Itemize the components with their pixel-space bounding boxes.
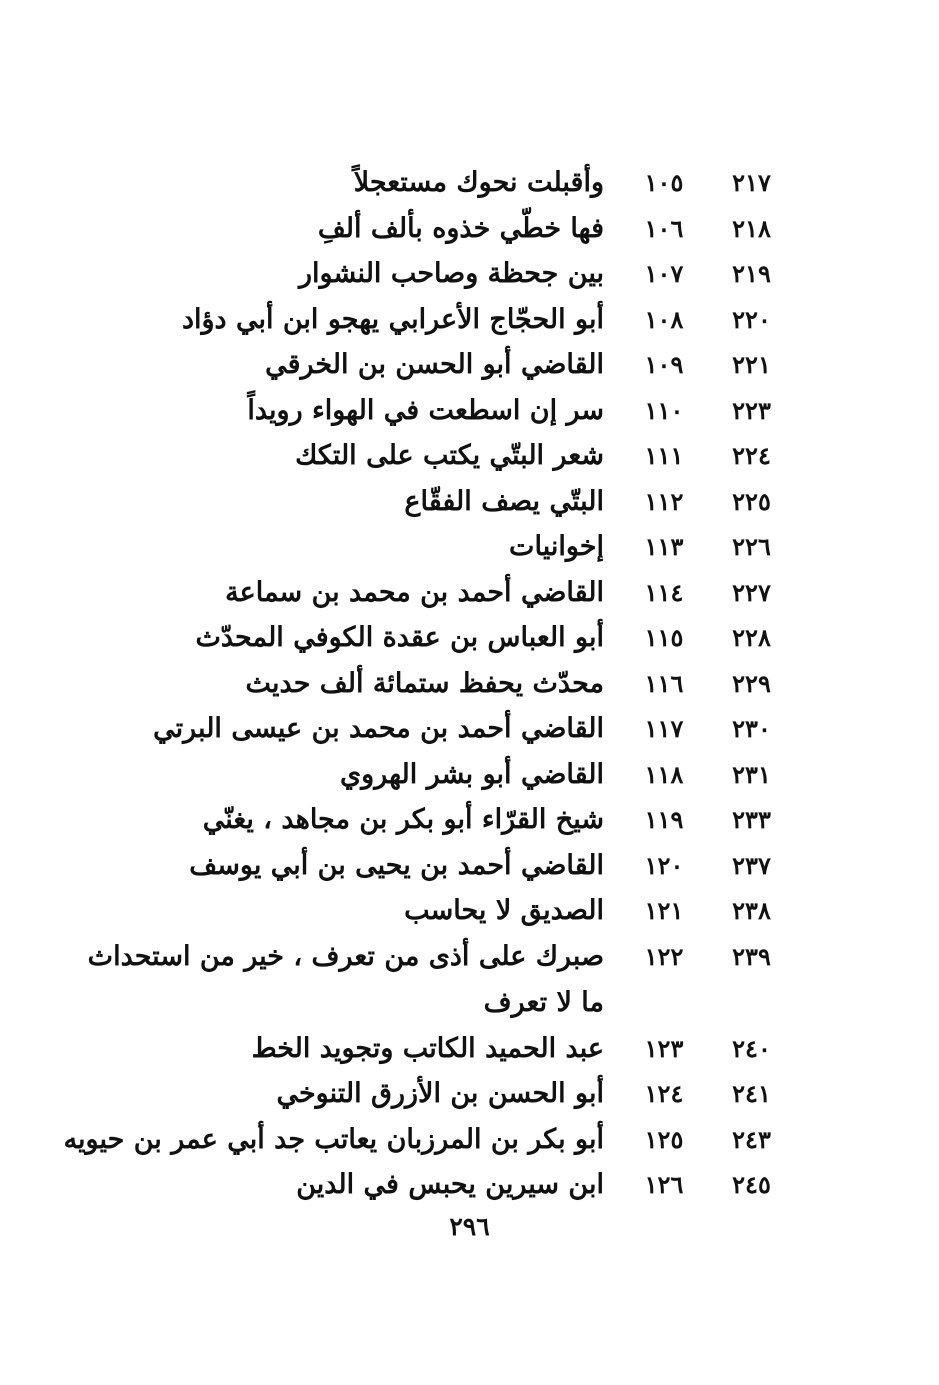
entry-title: القاضي أحمد بن محمد بن عيسى البرتي <box>153 713 604 744</box>
toc-row <box>60 888 784 934</box>
entry-number: ١١٥ <box>644 623 684 652</box>
table-of-contents <box>60 160 784 1208</box>
entry-title: صبرك على أذى من تعرف ، خير من استحداث ما لا تعرف <box>87 940 604 1018</box>
toc-row <box>60 1162 784 1208</box>
page-number: ٢١٩ <box>732 259 771 288</box>
entry-title: البتّي يصف الفقّاع <box>404 485 604 517</box>
page-number: ٢٢٣ <box>732 395 771 425</box>
entry-title: شيخ القرّاء أبو بكر بن مجاهد ، يغنّي <box>202 804 604 835</box>
entry-title: شعر البتّي يكتب على التكك <box>295 440 604 471</box>
toc-row <box>60 342 784 388</box>
page-number: ٢٣٨ <box>732 896 771 925</box>
toc-row <box>60 570 784 616</box>
entry-title: القاضي أبو الحسن بن الخرقي <box>265 349 604 380</box>
page-number: ٢١٧ <box>732 168 771 197</box>
entry-title: إخوانيات <box>509 531 604 562</box>
entry-number: ١١١ <box>644 441 684 470</box>
page-number: ٢٤٥ <box>732 1170 771 1199</box>
folio-page-number: ٢٩٦ <box>449 1212 490 1241</box>
entry-title: فها خطّي خذوه بألف ألفِ <box>317 212 604 244</box>
entry-title: سر إن اسطعت في الهواء رويداً <box>247 394 604 426</box>
page-number: ٢٤٠ <box>732 1033 771 1063</box>
entry-number: ١٠٥ <box>644 168 684 197</box>
entry-title: أبو العباس بن عقدة الكوفي المحدّث <box>195 622 604 653</box>
entry-title: بين جحظة وصاحب النشوار <box>298 258 604 289</box>
entry-title: وأقبلت نحوك مستعجلاً <box>353 167 604 198</box>
toc-row <box>60 1071 784 1117</box>
entry-title: أبو الحسن بن الأزرق التنوخي <box>276 1078 604 1109</box>
toc-row <box>60 479 784 525</box>
toc-row <box>60 1117 784 1163</box>
entry-number: ١٢٥ <box>644 1124 684 1154</box>
page-number: ٢٣٧ <box>732 850 771 880</box>
page-number: ٢٢٠ <box>732 304 771 334</box>
toc-row <box>60 1026 784 1072</box>
entry-title: أبو بكر بن المرزبان يعاتب جد أبي عمر بن حيويه <box>63 1123 604 1155</box>
entry-title: القاضي أحمد بن يحيى بن أبي يوسف <box>189 849 604 881</box>
entry-number: ١١٣ <box>644 532 684 561</box>
toc-row <box>60 752 784 798</box>
page-number: ٢٢٥ <box>732 486 771 516</box>
entry-title: أبو الحجّاج الأعرابي يهجو ابن أبي دؤاد <box>181 303 604 335</box>
entry-number: ١١٢ <box>644 486 684 516</box>
toc-row <box>60 934 784 1026</box>
toc-row <box>60 524 784 570</box>
page-number: ٢٣٩ <box>732 941 771 971</box>
page-number: ٢٤٣ <box>732 1124 771 1154</box>
entry-title: القاضي أبو بشر الهروي <box>340 758 604 790</box>
entry-title: ابن سيرين يحبس في الدين <box>296 1169 604 1200</box>
page-number: ٢٢٨ <box>732 623 771 652</box>
page-number: ٢٣٠ <box>732 714 771 743</box>
entry-number: ١١٠ <box>644 395 684 425</box>
toc-row <box>60 206 784 252</box>
toc-row <box>60 251 784 297</box>
entry-number: ١٢٤ <box>644 1079 684 1108</box>
entry-title: محدّث يحفظ ستمائة ألف حديث <box>245 667 604 699</box>
toc-row <box>60 661 784 707</box>
toc-row <box>60 160 784 206</box>
page-number: ٢٣١ <box>732 759 771 789</box>
toc-row <box>60 706 784 752</box>
toc-row <box>60 615 784 661</box>
entry-title: القاضي أحمد بن محمد بن سماعة <box>225 576 604 608</box>
entry-number: ١١٦ <box>644 668 684 698</box>
entry-number: ١٠٦ <box>644 213 684 243</box>
entry-number: ١٢٣ <box>644 1033 684 1063</box>
entry-number: ١١٧ <box>644 714 684 743</box>
toc-row <box>60 843 784 889</box>
page-number: ٢٣٣ <box>732 805 771 834</box>
toc-row <box>60 297 784 343</box>
toc-row <box>60 388 784 434</box>
entry-title: عبد الحميد الكاتب وتجويد الخط <box>251 1032 604 1064</box>
entry-number: ١٠٨ <box>644 304 684 334</box>
entry-number: ١٠٧ <box>644 259 684 288</box>
page-number: ٢٢٦ <box>732 532 771 561</box>
entry-number: ١١٩ <box>644 805 684 834</box>
entry-number: ١٢٢ <box>644 941 684 971</box>
page-number: ٢٢١ <box>732 350 771 379</box>
entry-number: ١١٨ <box>644 759 684 789</box>
page-number: ٢٢٧ <box>732 577 771 607</box>
toc-row <box>60 797 784 843</box>
entry-number: ١٢٠ <box>644 850 684 880</box>
entry-number: ١٢١ <box>644 896 684 925</box>
entry-number: ١١٤ <box>644 577 684 607</box>
toc-row <box>60 433 784 479</box>
entry-number: ١٢٦ <box>644 1170 684 1199</box>
page-number: ٢١٨ <box>732 213 771 243</box>
page-number: ٢٢٩ <box>732 668 771 698</box>
entry-title: الصديق لا يحاسب <box>404 895 604 926</box>
page-number: ٢٢٤ <box>732 441 771 470</box>
page-number: ٢٤١ <box>732 1079 771 1108</box>
entry-number: ١٠٩ <box>644 350 684 379</box>
